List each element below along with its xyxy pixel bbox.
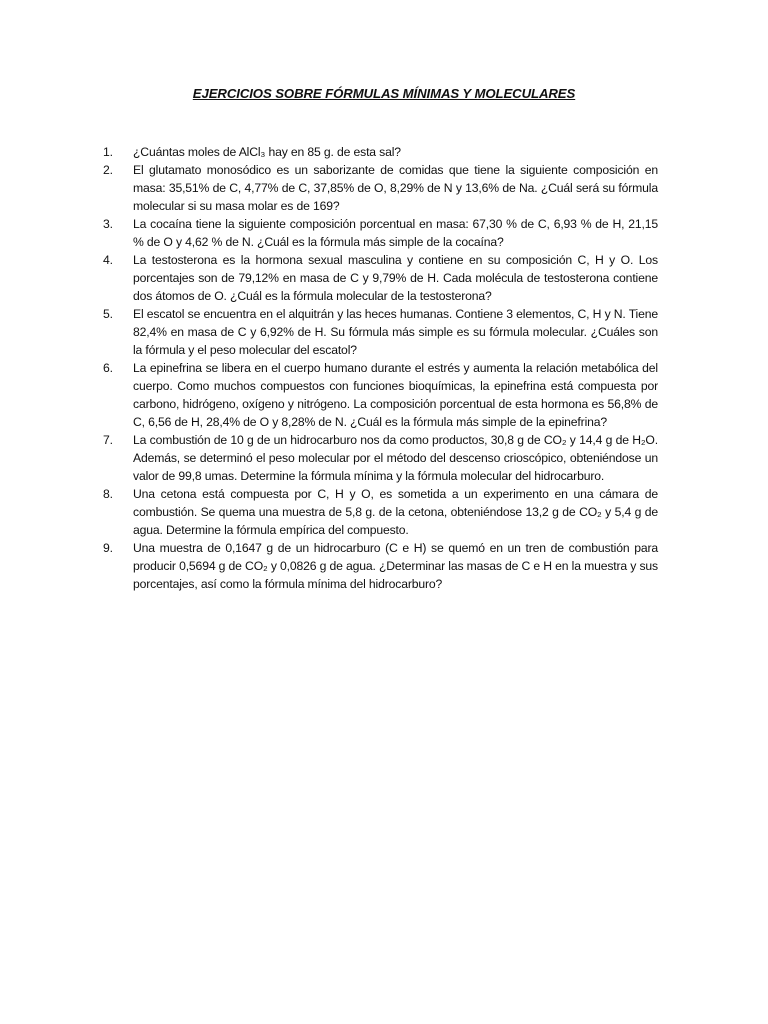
exercise-number: 1.: [103, 145, 113, 159]
exercise-item: [103, 359, 658, 431]
exercise-text: El glutamato monosódico es un saborizante de comidas que tiene la siguiente composición en masa: 35,51% de C, 4,77% de C, 37,85% de O, 8,29% de N y 13,6% de Na. ¿Cuál será su fórmula molecular si su masa molar es de 169?: [133, 163, 658, 213]
exercise-item: [103, 485, 658, 539]
exercise-number: 4.: [103, 253, 113, 267]
exercise-number: 6.: [103, 361, 113, 375]
exercise-text: La cocaína tiene la siguiente composición porcentual en masa: 67,30 % de C, 6,93 % de H, 21,15 % de O y 4,62 % de N. ¿Cuál es la fórmula más simple de la cocaína?: [133, 217, 658, 249]
exercise-number: 7.: [103, 433, 113, 447]
document-title: EJERCICIOS SOBRE FÓRMULAS MÍNIMAS Y MOLECULARES: [192, 86, 576, 101]
exercise-number: 3.: [103, 217, 113, 231]
exercise-number: 5.: [103, 307, 113, 321]
exercise-text: El escatol se encuentra en el alquitrán y las heces humanas. Contiene 3 elementos, C, H y N. Tiene 82,4% en masa de C y 6,92% de H. Su fórmula más simple es su fórmula molecular. ¿Cuáles son la fórmula y el peso molecular del escatol?: [133, 307, 658, 357]
exercise-text: Una cetona está compuesta por C, H y O, es sometida a un experimento en una cámara de combustión. Se quema una muestra de 5,8 g. de la cetona, obteniéndose 13,2 g de CO₂ y 5,4 g de agua. Determine la fórmula empírica del compuesto.: [133, 487, 658, 537]
exercise-item: [103, 305, 658, 359]
exercise-number: 8.: [103, 487, 113, 501]
exercise-item: [103, 143, 658, 161]
exercise-list: [103, 143, 658, 593]
exercise-number: 2.: [103, 163, 113, 177]
exercise-number: 9.: [103, 541, 113, 555]
exercise-text: Una muestra de 0,1647 g de un hidrocarburo (C e H) se quemó en un tren de combustión para producir 0,5694 g de CO₂ y 0,0826 g de agua. ¿Determinar las masas de C e H en la muestra y sus porcentajes, así como la fórmula mínima del hidrocarburo?: [133, 541, 658, 591]
exercise-text: La combustión de 10 g de un hidrocarburo nos da como productos, 30,8 g de CO₂ y 14,4 g de H₂O. Además, se determinó el peso molecular por el método del descenso crioscópico, obteniéndose un valor de 99,8 umas. Determine la fórmula mínima y la fórmula molecular del hidrocarburo.: [133, 433, 658, 483]
exercise-item: [103, 431, 658, 485]
exercise-text: ¿Cuántas moles de AlCl₃ hay en 85 g. de esta sal?: [133, 145, 401, 159]
exercise-item: [103, 251, 658, 305]
exercise-text: La testosterona es la hormona sexual masculina y contiene en su composición C, H y O. Los porcentajes son de 79,12% en masa de C y 9,79% de H. Cada molécula de testosterona contiene dos átomos de O. ¿Cuál es la fórmula molecular de la testosterona?: [133, 253, 658, 303]
exercise-item: [103, 539, 658, 593]
exercise-item: [103, 215, 658, 251]
exercise-text: La epinefrina se libera en el cuerpo humano durante el estrés y aumenta la relación metabólica del cuerpo. Como muchos compuestos con funciones bioquímicas, la epinefrina está compuesta por carbono, hidrógeno, oxígeno y nitrógeno. La composición porcentual de esta hormona es 56,8% de C, 6,56 de H, 28,4% de O y 8,28% de N. ¿Cuál es la fórmula más simple de la epinefrina?: [133, 361, 658, 429]
exercise-item: [103, 161, 658, 215]
